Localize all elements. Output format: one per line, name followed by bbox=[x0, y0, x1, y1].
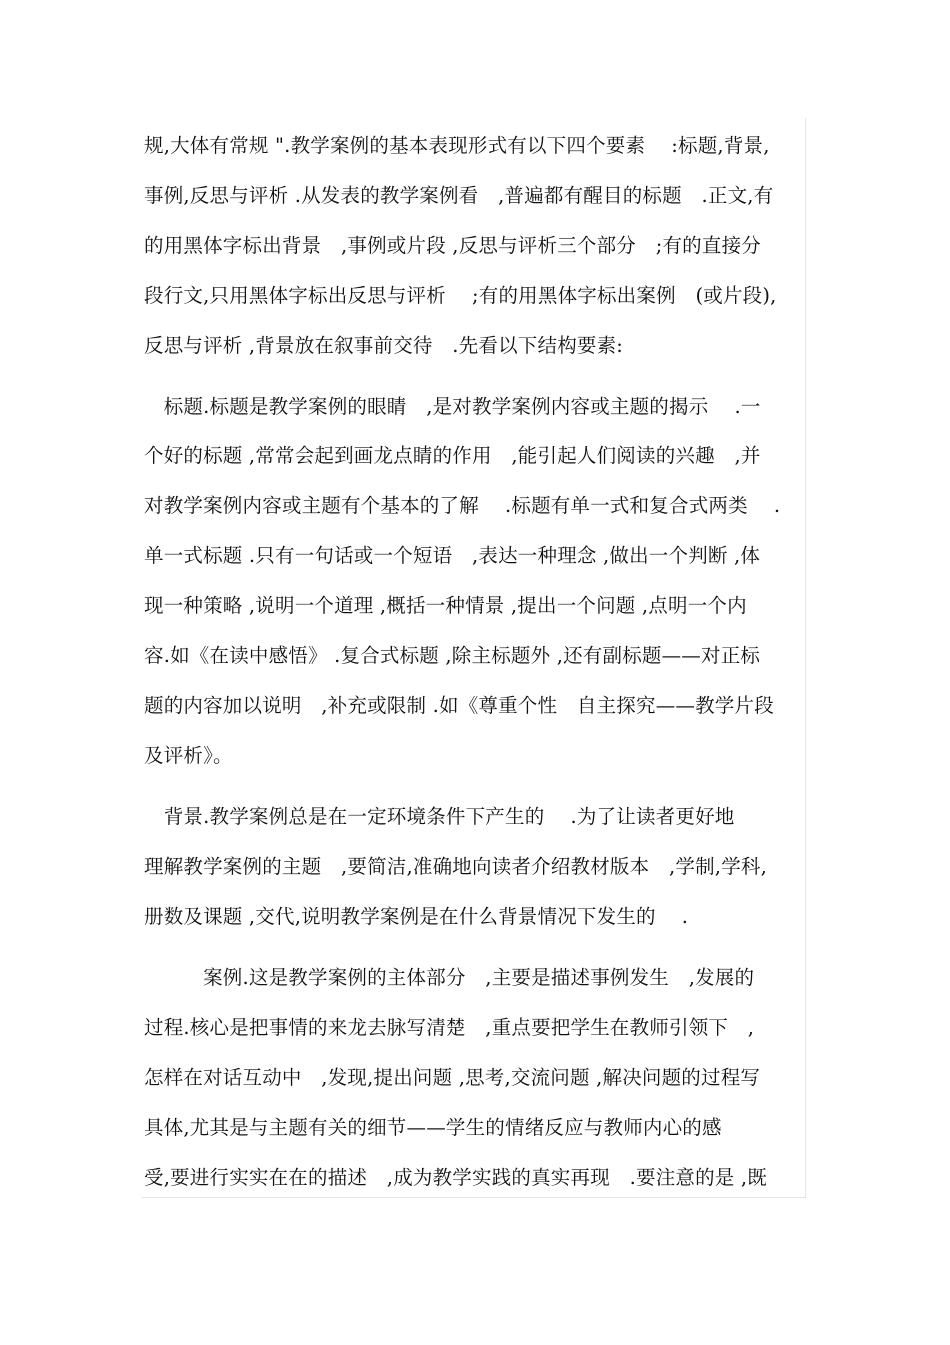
paragraph-4-line: 具体,尤其是与主题有关的细节——学生的情绪反应与教师内心的感 bbox=[144, 1116, 722, 1139]
paragraph-1-line: 段行文,只用黑体字标出反思与评析 ;有的用黑体字标出案例 (或片段), bbox=[144, 284, 777, 307]
paragraph-4-line: 过程.核心是把事情的来龙去脉写清楚 ,重点要把学生在教师引领下 , bbox=[144, 1016, 755, 1039]
paragraph-3-line: 册数及课题 ,交代,说明教学案例是在什么背景情况下发生的 . bbox=[144, 905, 689, 928]
paragraph-2-line: 个好的标题 ,常常会起到画龙点睛的作用 ,能引起人们阅读的兴趣 ,并 bbox=[144, 444, 761, 467]
paragraph-2-line: 现一种策略 ,说明一个道理 ,概括一种情景 ,提出一个问题 ,点明一个内 bbox=[144, 594, 747, 617]
paragraph-1-line: 事例,反思与评析 .从发表的教学案例看 ,普遍都有醒目的标题 .正文,有 bbox=[144, 184, 774, 207]
paragraph-1-line: 的用黑体字标出背景 ,事例或片段 ,反思与评析三个部分 ;有的直接分 bbox=[144, 234, 761, 257]
paragraph-2-line: 标题.标题是教学案例的眼睛 ,是对教学案例内容或主题的揭示 .一 bbox=[144, 395, 761, 418]
paragraph-2-line: 容.如《在读中感悟》 .复合式标题 ,除主标题外 ,还有副标题——对正标 bbox=[144, 644, 761, 667]
paragraph-3-line: 背景.教学案例总是在一定环境条件下产生的 .为了让读者更好地 bbox=[144, 805, 735, 828]
paragraph-2-line: 及评析》。 bbox=[144, 744, 233, 767]
paragraph-2-line: 单一式标题 .只有一句话或一个短语 ,表达一种理念 ,做出一个判断 ,体 bbox=[144, 544, 761, 567]
paragraph-2-line: 对教学案例内容或主题有个基本的了解 .标题有单一式和复合式两类 . bbox=[144, 494, 781, 517]
paragraph-3-line: 理解教学案例的主题 ,要简洁,准确地向读者介绍教材版本 ,学制,学科, bbox=[144, 855, 767, 878]
paragraph-1-line: 反思与评析 ,背景放在叙事前交待 .先看以下结构要素: bbox=[144, 334, 624, 357]
paragraph-4-line: 案例.这是教学案例的主体部分 ,主要是描述事例发生 ,发展的 bbox=[144, 966, 755, 989]
paragraph-1-line: 规,大体有常规 ".教学案例的基本表现形式有以下四个要素 :标题,背景, bbox=[144, 134, 770, 157]
paragraph-4-line: 受,要进行实实在在的描述 ,成为教学实践的真实再现 .要注意的是 ,既 bbox=[144, 1166, 767, 1189]
paragraph-4-line: 怎样在对话互动中 ,发现,提出问题 ,思考,交流问题 ,解决问题的过程写 bbox=[144, 1066, 761, 1089]
paragraph-2-line: 题的内容加以说明 ,补充或限制 .如《尊重个性 自主探究——教学片段 bbox=[144, 694, 774, 717]
